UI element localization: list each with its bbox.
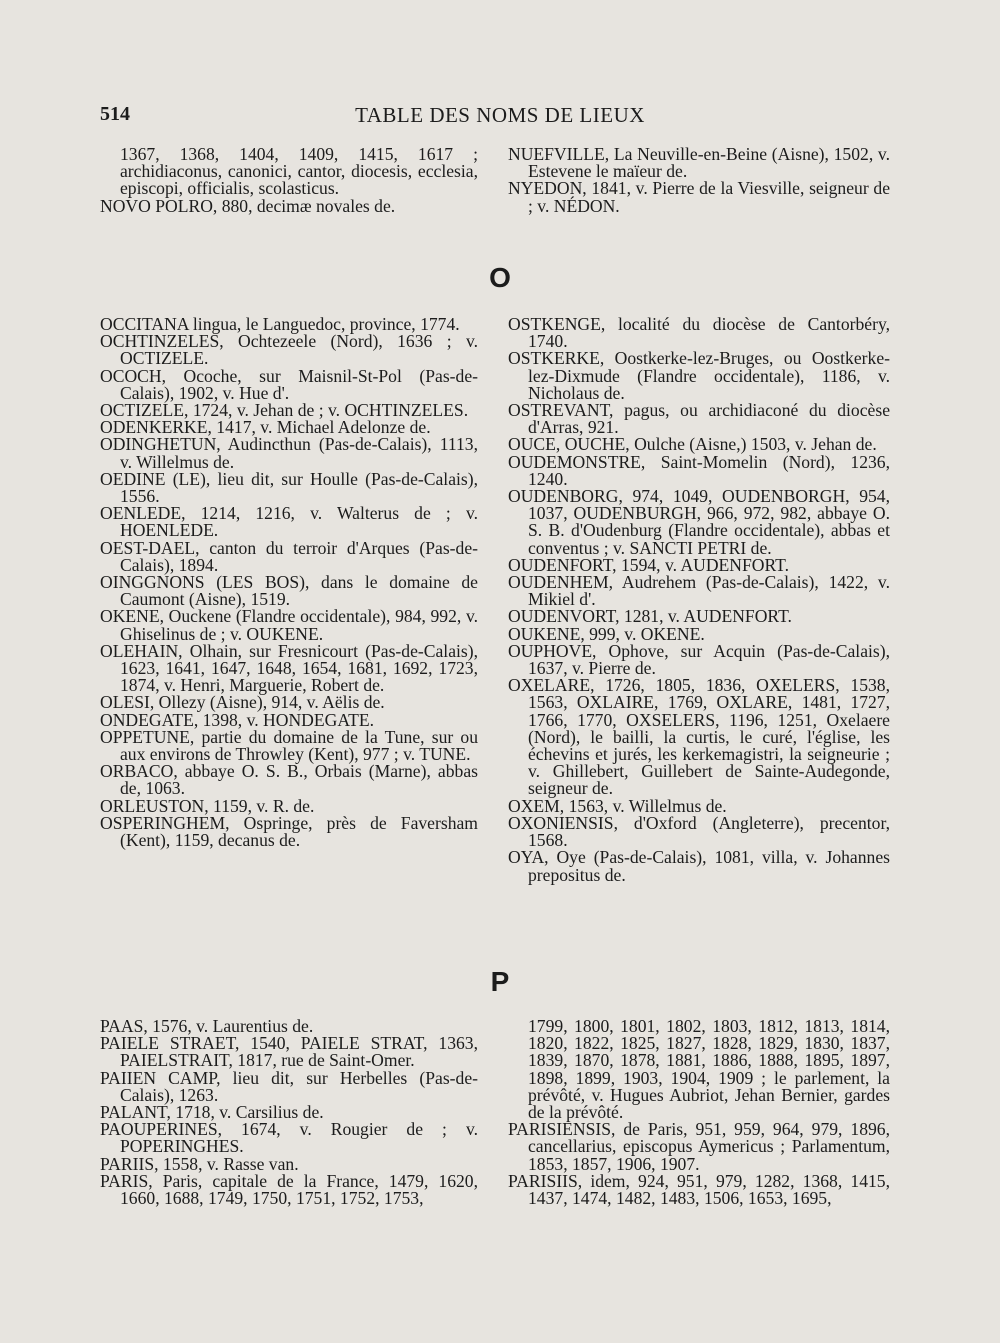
section-letter-p: P	[490, 966, 510, 997]
index-entry: OYA, Oye (Pas-de-Calais), 1081, villa, v. Johannes prepositus de.	[508, 847, 890, 885]
index-entry: PAIELE STRAET, 1540, PAIELE STRAT, 1363, PAIELSTRAIT, 1817, rue de Saint-Omer.	[100, 1033, 478, 1071]
index-entry: PAIIEN CAMP, lieu dit, sur Herbelles (Pas-de-Calais), 1263.	[100, 1067, 478, 1105]
index-entry: OEST-DAEL, canton du terroir d'Arques (Pas-de-Calais), 1894.	[100, 537, 478, 575]
index-entry: ODINGHETUN, Audincthun (Pas-de-Calais), 1113, v. Willelmus de.	[100, 434, 478, 472]
index-entry: OUDENHEM, Audrehem (Pas-de-Calais), 1422, v. Mikiel d'.	[508, 572, 890, 610]
index-entry: OUDENVORT, 1281, v. AUDENFORT.	[508, 606, 792, 627]
index-entry: PAOUPERINES, 1674, v. Rougier de ; v. POPERINGHES.	[100, 1119, 478, 1157]
index-entry: PARIS, Paris, capitale de la France, 1479, 1620, 1660, 1688, 1749, 1750, 1751, 1752, 1753,	[100, 1170, 478, 1209]
index-entry: OSTKENGE, localité du diocèse de Cantorbéry, 1740.	[508, 314, 890, 352]
index-entry: PALANT, 1718, v. Carsilius de.	[100, 1102, 324, 1123]
index-entry: OLESI, Ollezy (Aisne), 914, v. Aëlis de.	[100, 692, 385, 713]
index-entry: OLEHAIN, Olhain, sur Fresnicourt (Pas-de-Calais), 1623, 1641, 1647, 1648, 1654, 1681, 1692, 1723, 1874, v. Henri, Marguerie, Robert de.	[100, 640, 478, 696]
section-o-right-column	[508, 316, 890, 884]
section-p-right-column	[508, 1018, 890, 1207]
index-entry: OUDENFORT, 1594, v. AUDENFORT.	[508, 554, 790, 575]
index-entry: NYEDON, 1841, v. Pierre de la Viesville, seigneur de ; v. NÉDON.	[508, 178, 890, 216]
index-entry: OINGGNONS (LES BOS), dans le domaine de Caumont (Aisne), 1519.	[100, 572, 478, 610]
section-n-right-column	[508, 146, 890, 215]
index-entry: OCTIZELE, 1724, v. Jehan de ; v. OCHTINZELES.	[100, 400, 469, 421]
index-entry: PARISIENSIS, de Paris, 951, 959, 964, 979, 1896, cancellarius, episcopus Aymericus ; Parlamentum, 1853, 1857, 1906, 1907.	[508, 1119, 890, 1174]
index-entry: 1799, 1800, 1801, 1802, 1803, 1812, 1813, 1814, 1820, 1822, 1825, 1827, 1828, 1829, 1830, 1837, 1839, 1870, 1878, 1881, 1886, 1888, 1895, 1897, 1898, 1899, 1903, 1904, 1909 ; le parlement, la prévôté, v. Hugues Aubriot, Jehan Bernier, gardes de la prévôté.	[528, 1016, 890, 1123]
running-head: TABLE DES NOMS DE LIEUX	[355, 103, 645, 127]
index-entry: ORLEUSTON, 1159, v. R. de.	[100, 795, 315, 816]
index-entry: OUDENBORG, 974, 1049, OUDENBORGH, 954, 1037, OUDENBURGH, 966, 972, 982, abbaye O. S. B. d'Oudenburg (Flandre occidentale), abbas et conventus ; v. SANCTI PETRI de.	[508, 486, 890, 558]
index-entry: OUDEMONSTRE, Saint-Momelin (Nord), 1236, 1240.	[508, 451, 890, 489]
index-entry: NOVO POLRO, 880, decimæ novales de.	[100, 195, 396, 216]
section-n-left-column	[100, 146, 478, 215]
index-entry: OSTKERKE, Oostkerke-lez-Bruges, ou Oostkerke-lez-Dixmude (Flandre occidentale), 1186, v. Nicholaus de.	[508, 348, 890, 403]
section-o-left-column	[100, 316, 478, 849]
index-entry: NUEFVILLE, La Neuville-en-Beine (Aisne), 1502, v. Estevene le maïeur de.	[508, 144, 890, 182]
index-entry: OSPERINGHEM, Ospringe, près de Faversham (Kent), 1159, decanus de.	[100, 812, 478, 851]
index-entry: 1367, 1368, 1404, 1409, 1415, 1617 ; archidiaconus, canonici, cantor, diocesis, ecclesia, episcopi, officialis, scolasticus.	[120, 144, 478, 199]
index-entry: OEDINE (LE), lieu dit, sur Houlle (Pas-de-Calais), 1556.	[100, 468, 478, 507]
index-entry: OXELARE, 1726, 1805, 1836, OXELERS, 1538, 1563, OXLAIRE, 1769, OXLARE, 1481, 1727, 1766, 1770, OXSELERS, 1196, 1251, Oxelaere (Nord), le bailli, la curtis, le curé, l'église, les échevins et jurés, les kerkemagistri, la seigneurie ; v. Ghillebert, Guillebert de Sainte-Audegonde, seigneur de.	[508, 675, 890, 799]
index-entry: OXEM, 1563, v. Willelmus de.	[508, 795, 727, 816]
page-number: 514	[100, 103, 130, 125]
index-entry: ORBACO, abbaye O. S. B., Orbais (Marne), abbas de, 1063.	[100, 761, 478, 799]
index-entry: OCOCH, Ocoche, sur Maisnil-St-Pol (Pas-de-Calais), 1902, v. Hue d'.	[100, 365, 478, 403]
index-entry: OSTREVANT, pagus, ou archidiaconé du diocèse d'Arras, 921.	[508, 400, 890, 438]
index-entry: ONDEGATE, 1398, v. HONDEGATE.	[100, 709, 374, 730]
index-entry: OXONIENSIS, d'Oxford (Angleterre), precentor, 1568.	[508, 812, 890, 851]
index-entry: OCHTINZELES, Ochtezeele (Nord), 1636 ; v. OCTIZELE.	[100, 331, 478, 369]
index-entry: ODENKERKE, 1417, v. Michael Adelonze de.	[100, 417, 431, 438]
section-letter-o: O	[489, 262, 511, 293]
index-entry: OCCITANA lingua, le Languedoc, province, 1774.	[100, 314, 460, 334]
index-entry: OUKENE, 999, v. OKENE.	[508, 623, 705, 644]
index-entry: OENLEDE, 1214, 1216, v. Walterus de ; v. HOENLEDE.	[100, 503, 478, 541]
index-entry: OKENE, Ouckene (Flandre occidentale), 984, 992, v. Ghiselinus de ; v. OUKENE.	[100, 606, 478, 644]
index-entry: OUCE, OUCHE, Oulche (Aisne,) 1503, v. Jehan de.	[508, 434, 877, 455]
index-entry: PARISIIS, idem, 924, 951, 979, 1282, 1368, 1415, 1437, 1474, 1482, 1483, 1506, 1653, 1695,	[508, 1170, 890, 1209]
index-entry: PAAS, 1576, v. Laurentius de.	[100, 1016, 314, 1036]
section-p-left-column	[100, 1018, 478, 1207]
index-entry: PARIIS, 1558, v. Rasse van.	[100, 1153, 299, 1174]
index-entry: OPPETUNE, partie du domaine de la Tune, sur ou aux environs de Throwley (Kent), 977 ; v. TUNE.	[100, 726, 478, 765]
index-entry: OUPHOVE, Ophove, sur Acquin (Pas-de-Calais), 1637, v. Pierre de.	[508, 640, 890, 679]
